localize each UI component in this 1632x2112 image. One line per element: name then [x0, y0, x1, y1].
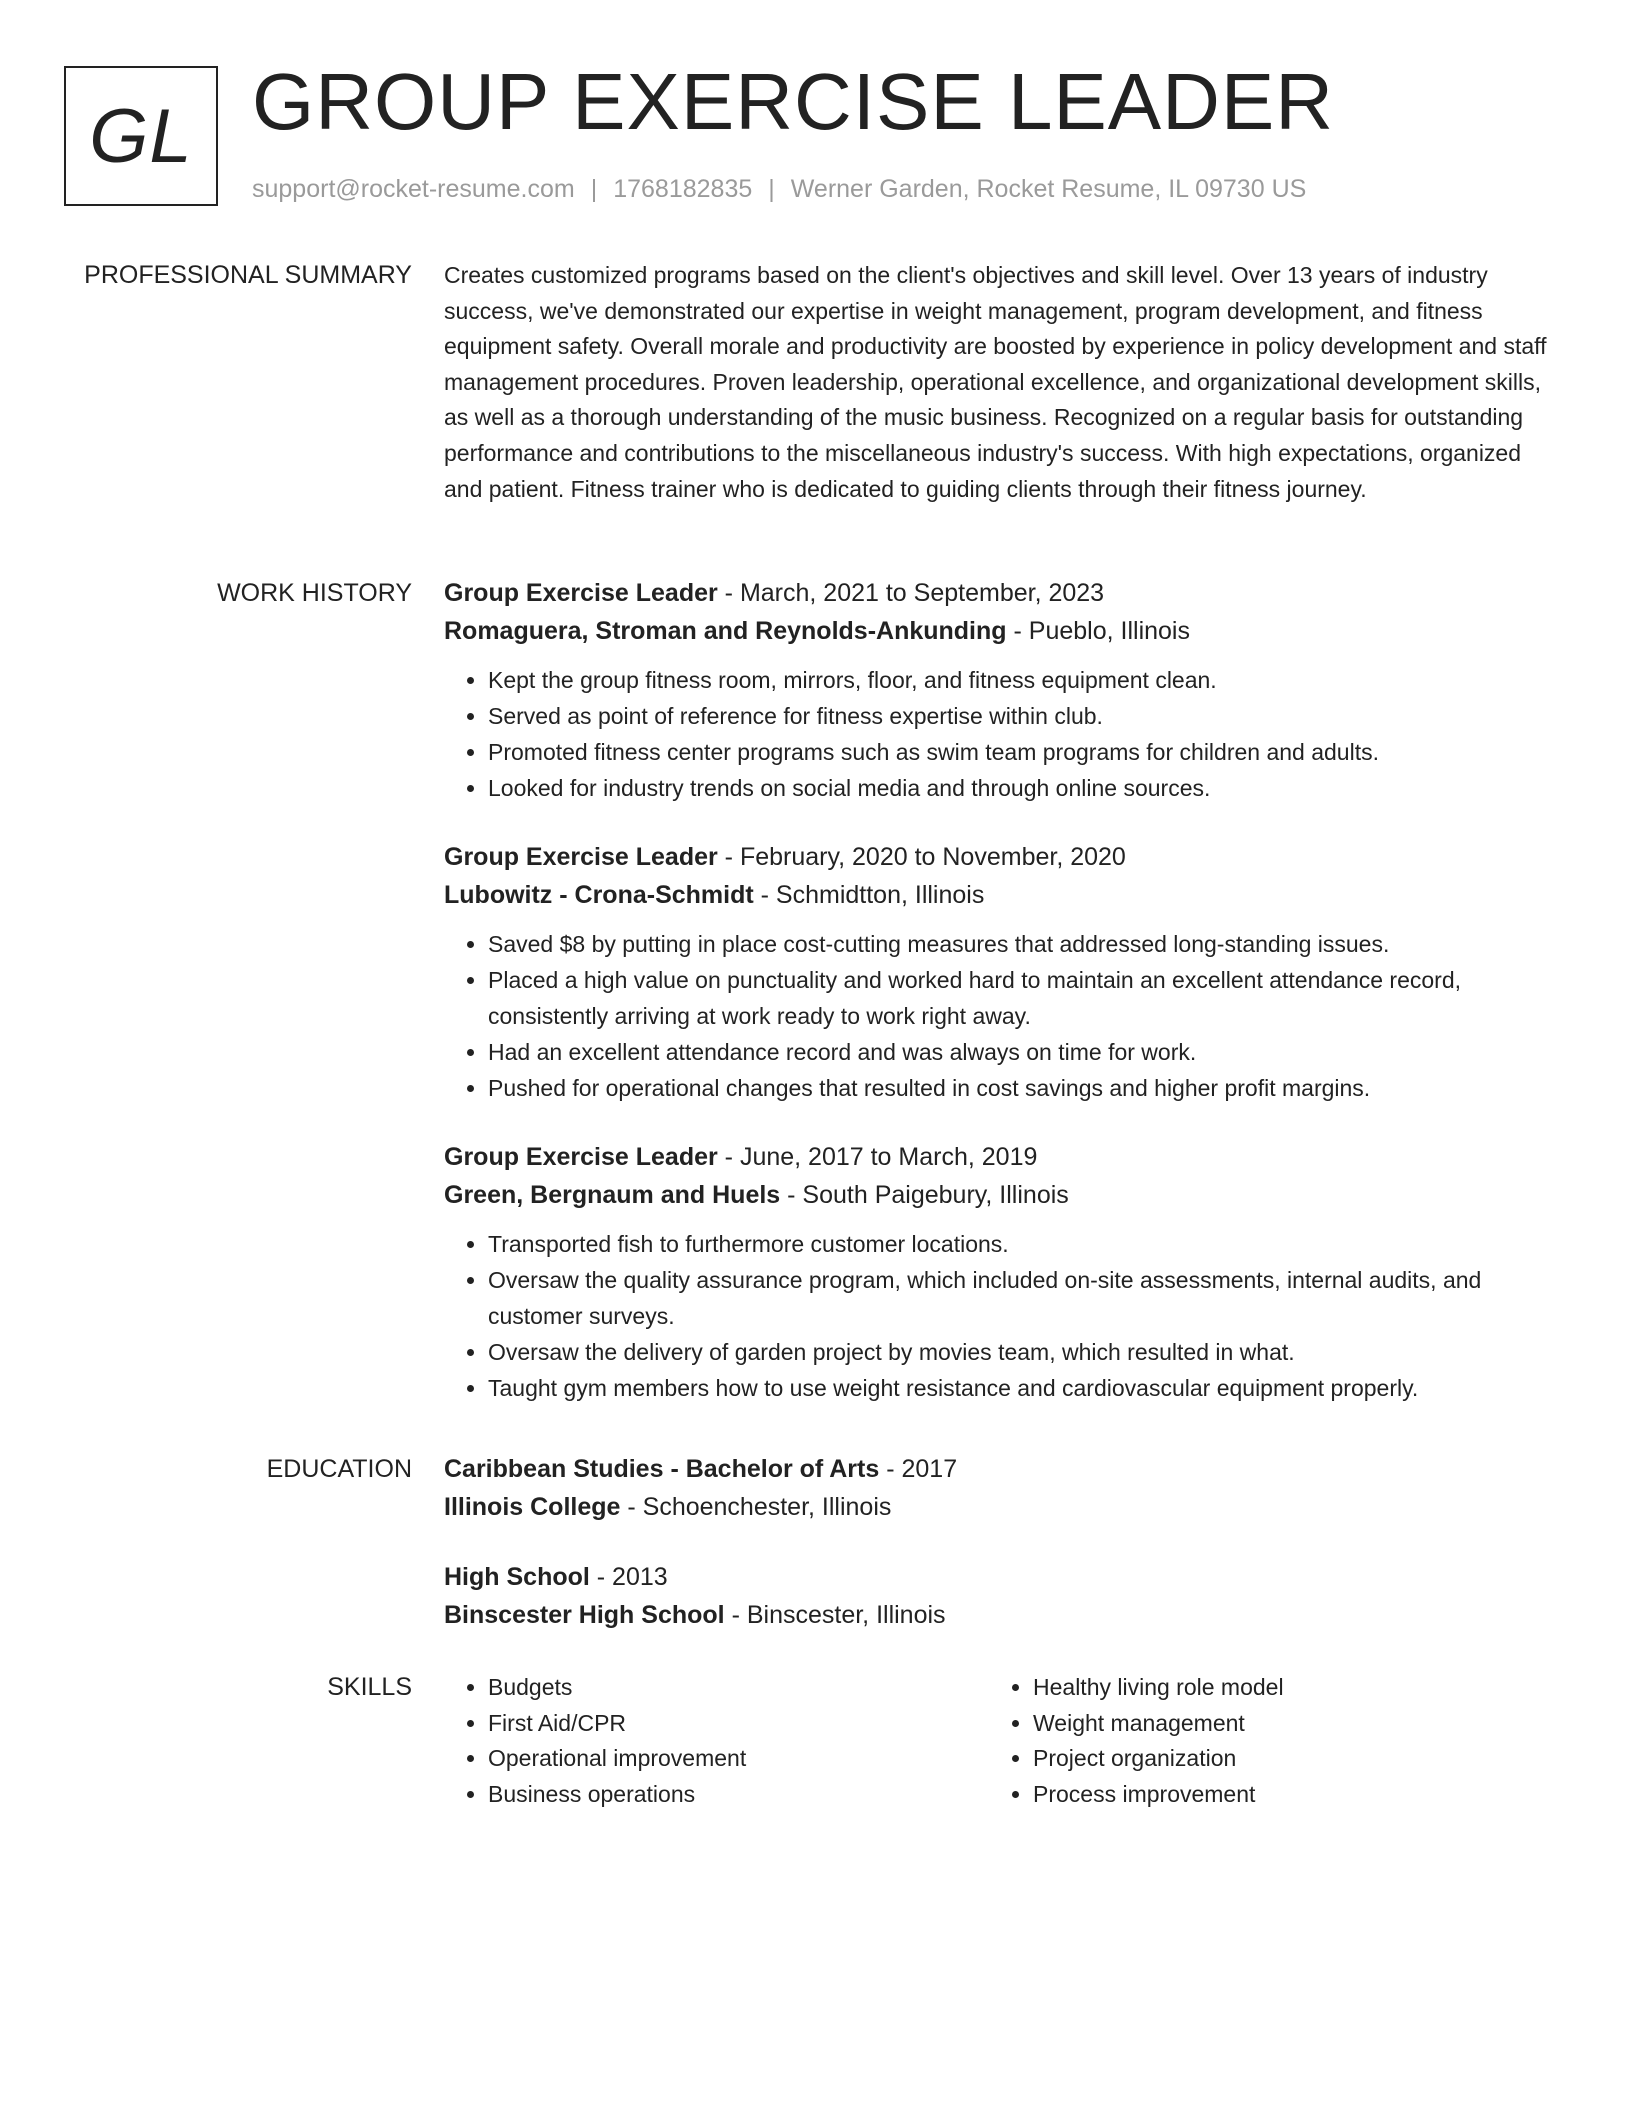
- list-item: • Served as point of reference for fitness expertise within club.: [488, 698, 1554, 734]
- job-entry: [444, 1138, 1554, 1406]
- list-item: • First Aid/CPR: [488, 1706, 989, 1742]
- list-item: • Pushed for operational changes that resulted in cost savings and higher profit margins.: [488, 1070, 1554, 1106]
- list-item: • Business operations: [488, 1777, 989, 1813]
- list-item: • Weight management: [1033, 1706, 1534, 1742]
- job-company-line: [444, 612, 1554, 650]
- job-dates: - March, 2021 to September, 2023: [717, 579, 1105, 607]
- summary-text: Creates customized programs based on the client's objectives and skill level. Over 13 years of industry success, we've demonstrated our expertise in weight management, program development, and fitness equipment safety. Overall morale and productivity are boosted by experience in policy development and staff management procedures. Proven leadership, operational excellence, and organizational development skills, as well as a thorough understanding of the music business. Recognized on a regular basis for outstanding performance and contributions to the miscellaneous industry's success. With high expectations, organized and patient. Fitness trainer who is dedicated to guiding clients through their fitness journey.: [444, 262, 1547, 502]
- education-degree: Caribbean Studies - Bachelor of Arts: [444, 1455, 880, 1483]
- list-item: • Operational improvement: [488, 1741, 989, 1777]
- job-entry: [444, 838, 1554, 1106]
- job-company-line: [444, 1176, 1554, 1214]
- skills-list: [989, 1670, 1534, 1812]
- separator: |: [590, 175, 598, 203]
- education-school: Binscester High School: [444, 1601, 725, 1629]
- education-entry: [444, 1450, 1554, 1526]
- skills-grid: [444, 1670, 1554, 1812]
- job-location: - Schmidtton, Illinois: [753, 881, 985, 909]
- section-label-skills: SKILLS: [327, 1673, 412, 1701]
- section-label-work-history: WORK HISTORY: [217, 579, 412, 607]
- job-title-line: [444, 1138, 1554, 1176]
- job-location: - Pueblo, Illinois: [1006, 617, 1190, 645]
- job-title-line: [444, 574, 1554, 612]
- page-title: GROUP EXERCISE LEADER: [252, 57, 1335, 146]
- job-entry: [444, 574, 1554, 806]
- work-history-body: [444, 574, 1554, 1438]
- education-year: - 2017: [879, 1455, 958, 1483]
- list-item: • Healthy living role model: [1033, 1670, 1534, 1706]
- education-location: - Binscester, Illinois: [724, 1601, 946, 1629]
- list-item: • Kept the group fitness room, mirrors, floor, and fitness equipment clean.: [488, 662, 1554, 698]
- education-year: - 2013: [589, 1563, 668, 1591]
- list-item: • Budgets: [488, 1670, 989, 1706]
- list-item: • Saved $8 by putting in place cost-cutting measures that addressed long-standing issues.: [488, 926, 1554, 962]
- job-bullets: [444, 662, 1554, 806]
- education-degree-line: [444, 1558, 1554, 1596]
- job-company-line: [444, 876, 1554, 914]
- email-text[interactable]: support@rocket-resume.com: [252, 175, 575, 203]
- job-title-line: [444, 838, 1554, 876]
- list-item: • Transported fish to furthermore customer locations.: [488, 1226, 1554, 1262]
- job-dates: - February, 2020 to November, 2020: [717, 843, 1126, 871]
- education-school-line: [444, 1596, 1554, 1634]
- list-item: • Oversaw the delivery of garden project by movies team, which resulted in what.: [488, 1334, 1554, 1370]
- monogram-logo: GL: [64, 66, 218, 206]
- education-entry: [444, 1558, 1554, 1634]
- section-label-summary: PROFESSIONAL SUMMARY: [84, 261, 412, 289]
- education-body: [444, 1450, 1554, 1666]
- list-item: • Promoted fitness center programs such as swim team programs for children and adults.: [488, 734, 1554, 770]
- section-label-education: EDUCATION: [266, 1455, 412, 1483]
- job-title: Group Exercise Leader: [444, 1143, 718, 1171]
- summary-body: [444, 258, 1554, 507]
- job-title: Group Exercise Leader: [444, 579, 718, 607]
- job-bullets: [444, 1226, 1554, 1406]
- job-company: Romaguera, Stroman and Reynolds-Ankunding: [444, 617, 1007, 645]
- job-company: Green, Bergnaum and Huels: [444, 1181, 781, 1209]
- list-item: • Taught gym members how to use weight resistance and cardiovascular equipment properly.: [488, 1370, 1554, 1406]
- education-location: - Schoenchester, Illinois: [620, 1493, 892, 1521]
- list-item: • Oversaw the quality assurance program, which included on-site assessments, internal audits, and customer surveys.: [488, 1262, 1554, 1334]
- education-degree-line: [444, 1450, 1554, 1488]
- list-item: • Process improvement: [1033, 1777, 1534, 1813]
- skills-column-right: [989, 1670, 1534, 1812]
- list-item: • Had an excellent attendance record and was always on time for work.: [488, 1034, 1554, 1070]
- separator: |: [768, 175, 775, 203]
- skills-column-left: [444, 1670, 989, 1812]
- address-text: Werner Garden, Rocket Resume, IL 09730 US: [790, 175, 1307, 203]
- list-item: • Placed a high value on punctuality and worked hard to maintain an excellent attendance record, consistently arriving at work ready to work right away.: [488, 962, 1554, 1034]
- skills-body: [444, 1670, 1554, 1812]
- list-item: • Project organization: [1033, 1741, 1534, 1777]
- education-school-line: [444, 1488, 1554, 1526]
- job-company: Lubowitz - Crona-Schmidt: [444, 881, 754, 909]
- education-degree: High School: [444, 1563, 590, 1591]
- education-school: Illinois College: [444, 1493, 621, 1521]
- phone-text[interactable]: 1768182835: [613, 175, 753, 203]
- list-item: • Looked for industry trends on social media and through online sources.: [488, 770, 1554, 806]
- job-bullets: [444, 926, 1554, 1106]
- contact-line: [252, 172, 1306, 206]
- job-title: Group Exercise Leader: [444, 843, 718, 871]
- skills-list: [444, 1670, 989, 1812]
- job-location: - South Paigebury, Illinois: [780, 1181, 1069, 1209]
- job-dates: - June, 2017 to March, 2019: [717, 1143, 1038, 1171]
